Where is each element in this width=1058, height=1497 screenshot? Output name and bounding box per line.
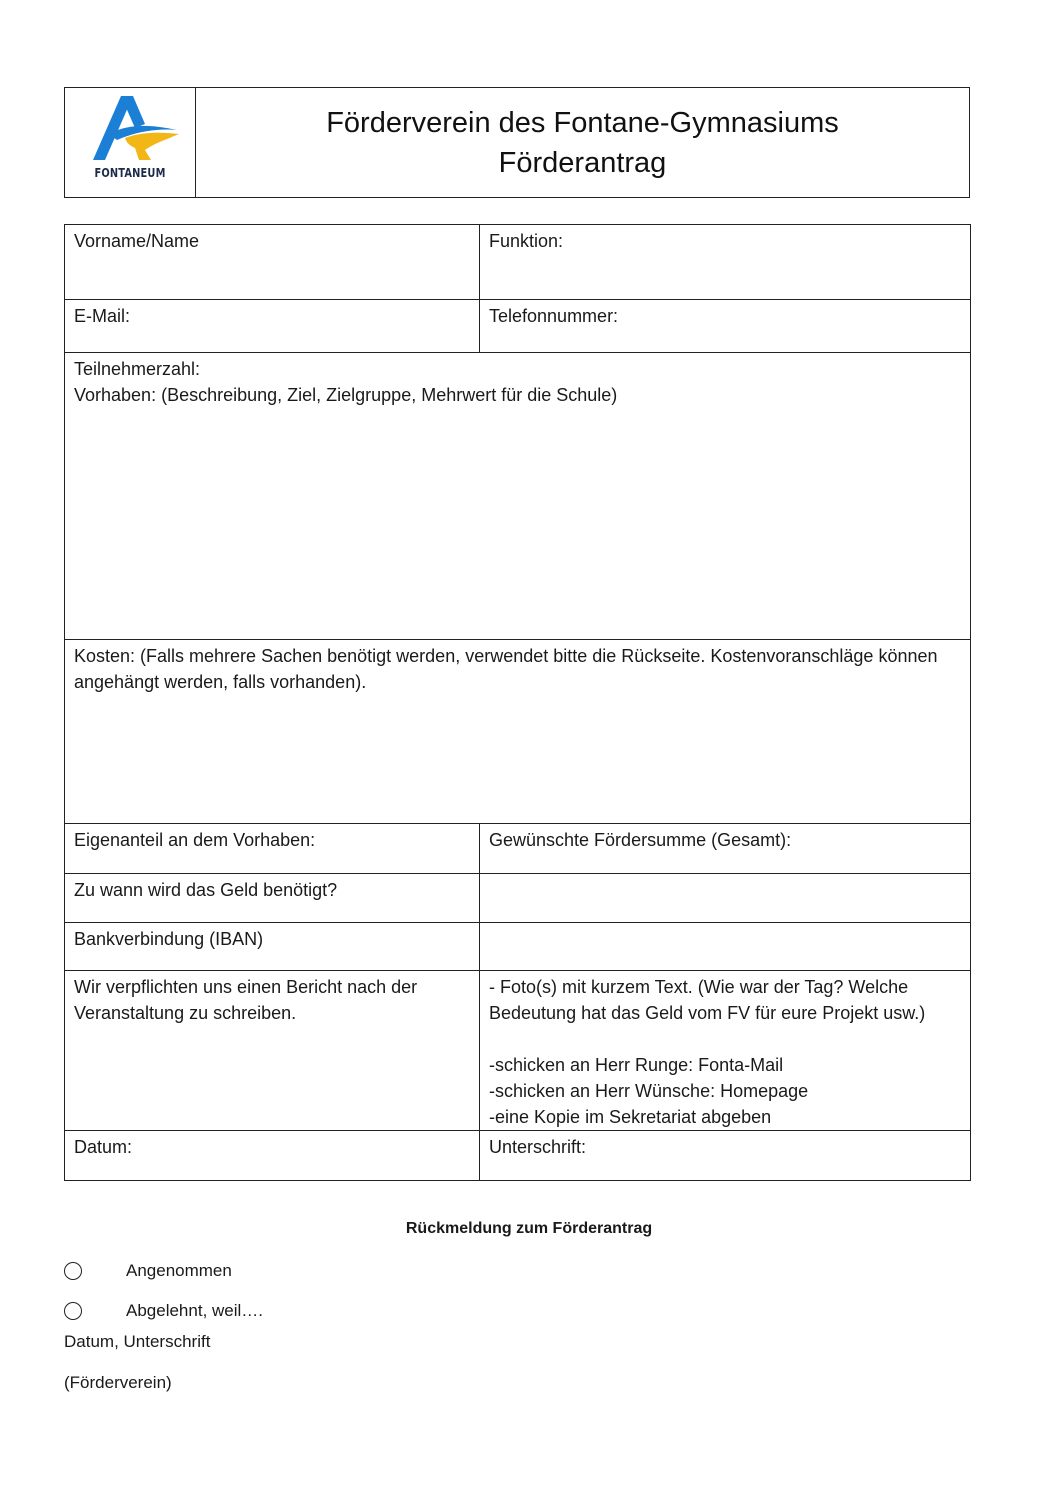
costs-field[interactable] [65,640,971,824]
bank-label: Bankverbindung (IBAN) [74,929,264,949]
requested-amount-field[interactable] [480,824,971,874]
project-label: Vorhaben: (Beschreibung, Ziel, Zielgruppe, Mehrwert für die Schule) [74,385,618,405]
fontaneum-logo-icon [87,94,179,172]
bank-label-cell [65,923,480,971]
application-form-table [64,224,971,1181]
bank-field[interactable] [480,923,971,971]
form-title [196,88,969,197]
option-rejected[interactable] [64,1300,263,1322]
option-accepted-label: Angenommen [126,1261,232,1280]
date-field[interactable] [65,1131,480,1181]
table-row [65,1131,971,1181]
feedback-date-signature: Datum, Unterschrift [64,1332,211,1351]
table-row [65,923,971,971]
table-row [65,874,971,923]
feedback-heading: Rückmeldung zum Förderantrag [405,1220,653,1237]
name-field[interactable] [65,225,480,300]
function-field[interactable] [480,225,971,300]
table-row [65,640,971,824]
requested-amount-label: Gewünschte Fördersumme (Gesamt): [489,830,792,850]
table-row [65,353,971,640]
costs-label: Kosten: (Falls mehrere Sachen benötigt werden, verwendet bitte die Rückseite. Kostenvoranschläge können angehängt werden, falls vorhanden). [74,646,938,692]
signature-label: Unterschrift: [489,1137,587,1157]
participants-label: Teilnehmerzahl: [74,359,201,379]
radio-accepted[interactable] [64,1262,82,1280]
radio-rejected[interactable] [64,1302,82,1320]
table-row [65,824,971,874]
own-contribution-field[interactable] [65,824,480,874]
email-label: E-Mail: [74,306,131,326]
signature-field[interactable] [480,1131,971,1181]
report-instruction: - Foto(s) mit kurzem Text. (Wie war der Tag? Welche Bedeutung hat das Geld vom FV für eure Projekt usw.) [489,977,926,1023]
project-description-field[interactable] [65,353,971,640]
needed-by-label-cell [65,874,480,923]
report-instruction: -schicken an Herr Runge: Fonta-Mail [489,1055,784,1075]
report-instruction: -eine Kopie im Sekretariat abgeben [489,1107,772,1127]
option-accepted[interactable] [64,1260,232,1282]
needed-by-field[interactable] [480,874,971,923]
form-header [64,87,970,198]
table-row [65,300,971,353]
document-title: Förderantrag [498,146,667,179]
needed-by-label: Zu wann wird das Geld benötigt? [74,880,338,900]
school-logo [65,88,196,197]
report-instruction: -schicken an Herr Wünsche: Homepage [489,1081,809,1101]
report-instructions-cell [480,971,971,1131]
date-label: Datum: [74,1137,133,1157]
name-label: Vorname/Name [74,231,200,251]
table-row [65,225,971,300]
own-contribution-label: Eigenanteil an dem Vorhaben: [74,830,316,850]
report-commitment-text: Wir verpflichten uns einen Bericht nach der Veranstaltung zu schreiben. [74,977,418,1023]
org-title: Förderverein des Fontane-Gymnasiums [326,106,839,139]
function-label: Funktion: [489,231,564,251]
phone-field[interactable] [480,300,971,353]
table-row [65,971,971,1131]
phone-label: Telefonnummer: [489,306,619,326]
option-rejected-label: Abgelehnt, weil…. [126,1301,264,1320]
report-commitment-cell [65,971,480,1131]
feedback-signer: (Förderverein) [64,1373,172,1392]
email-field[interactable] [65,300,480,353]
logo-wordmark: FONTANEUM [94,166,166,180]
